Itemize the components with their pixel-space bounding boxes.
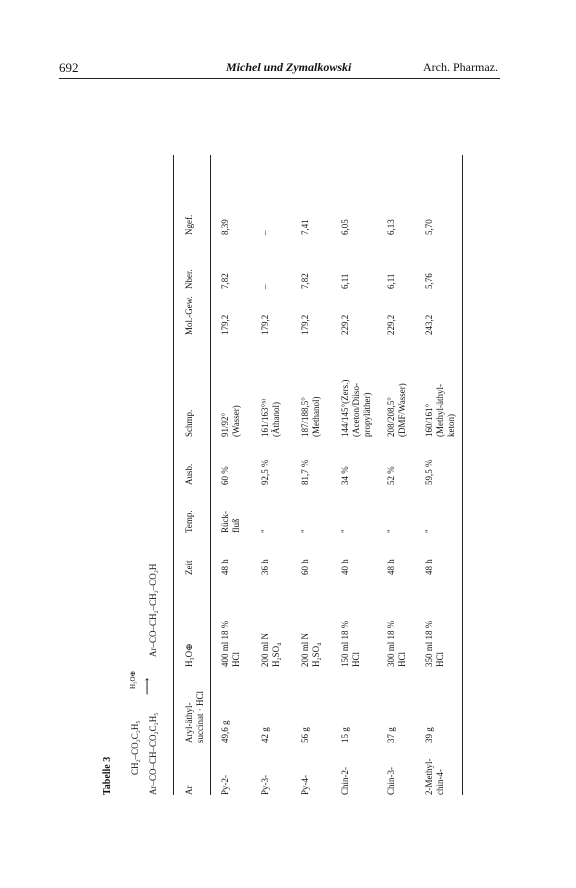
cell-zeit: 60 h <box>300 559 310 575</box>
reagent-label: H₃O⊕ <box>129 670 137 689</box>
cell-h3o2: HCl <box>231 651 241 667</box>
cell-nber: 6,11 <box>340 273 350 289</box>
cell-schmp2: (Methyl-äthyl- <box>435 384 445 437</box>
cell-ester: 37 g <box>386 727 396 743</box>
cell-ngef: 8,39 <box>220 219 230 235</box>
cell-temp2: fluß <box>231 518 241 533</box>
cell-schmp1: 208/208,5° <box>386 397 396 437</box>
cell-ester: 56 g <box>300 727 310 743</box>
cell-nber: 7,82 <box>220 273 230 289</box>
cell-temp1: " <box>386 529 396 533</box>
cell-molgew: 179,2 <box>220 314 230 335</box>
cell-ausb: 81,7 % <box>300 459 310 485</box>
cell-ausb: 60 % <box>220 466 230 485</box>
cell-schmp2: (Methanol) <box>311 396 321 437</box>
cell-h3o1: 350 ml 18 % <box>424 620 434 667</box>
cell-schmp2: (Wasser) <box>231 405 241 437</box>
journal-name: Arch. Pharmaz. <box>423 60 498 74</box>
cell-zeit: 36 h <box>260 559 270 575</box>
cell-ar2: chin-4- <box>435 769 445 795</box>
cell-h3o1: 150 ml 18 % <box>340 620 350 667</box>
cell-ar: 2-Methyl- <box>424 758 434 795</box>
cell-molgew: 243,2 <box>424 314 434 335</box>
reactant-bottom: Ar–CO–CH–CO₂C₂H₅ <box>148 712 158 795</box>
cell-ar: Chin-3- <box>386 767 396 795</box>
cell-zeit: 48 h <box>386 559 396 575</box>
cell-ar: Py-3- <box>260 775 270 795</box>
table-top-rule <box>173 155 174 795</box>
page-number: 692 <box>59 60 79 75</box>
cell-h3o2: HCl <box>351 651 361 667</box>
col-molgew: Mol.-Gew. <box>184 296 194 335</box>
cell-h3o1: 300 ml 18 % <box>386 620 396 667</box>
col-schmp: Schmp. <box>184 409 194 437</box>
col-zeit: Zeit <box>184 560 194 575</box>
cell-ngef: 7,41 <box>300 219 310 235</box>
cell-h3o1: 400 ml 18 % <box>220 620 230 667</box>
cell-temp1: " <box>300 529 310 533</box>
cell-schmp1: 91/92° <box>220 412 230 437</box>
cell-h3o2: HCl <box>435 651 445 667</box>
cell-zeit: 48 h <box>220 559 230 575</box>
cell-nber: 6,11 <box>386 273 396 289</box>
col-nber: Nber. <box>184 269 194 289</box>
cell-h3o2: HCl <box>397 651 407 667</box>
cell-temp1: " <box>340 529 350 533</box>
col-h3o: H₃O⊕ <box>184 643 194 667</box>
col-ngef: Ngef. <box>184 214 194 235</box>
cell-zeit: 40 h <box>340 559 350 575</box>
cell-schmp1: 144/145°(Zers.) <box>340 379 350 437</box>
cell-schmp2: (Aceton/Diiso- <box>351 383 361 437</box>
cell-ausb: 52 % <box>386 466 396 485</box>
cell-molgew: 229,2 <box>386 314 396 335</box>
cell-h3o2: H₂SO₄ <box>271 642 281 667</box>
product-formula: Ar–CO–CH₂–CH₂–CO₂H <box>148 563 158 657</box>
cell-ausb: 92,5 % <box>260 459 270 485</box>
col-ester-l1: Aryl-äthyl- <box>184 702 194 743</box>
cell-schmp3: keton) <box>446 414 456 437</box>
cell-temp1: " <box>260 529 270 533</box>
cell-ngef: 6,13 <box>386 219 396 235</box>
cell-ester: 49,6 g <box>220 720 230 743</box>
reaction-arrow: ⟶ <box>140 677 154 695</box>
col-ar: Ar <box>184 785 194 795</box>
cell-molgew: 179,2 <box>260 314 270 335</box>
table-caption: Tabelle 3 <box>102 756 113 795</box>
cell-schmp3: propyläther) <box>362 392 372 437</box>
cell-schmp2: (DMF/Wasser) <box>397 383 407 437</box>
cell-ausb: 59,5 % <box>424 459 434 485</box>
cell-molgew: 179,2 <box>300 314 310 335</box>
cell-ester: 39 g <box>424 727 434 743</box>
cell-ngef: – <box>260 230 270 235</box>
cell-h3o2: H₂SO₄ <box>311 642 321 667</box>
cell-ar: Chin-2- <box>340 767 350 795</box>
cell-ausb: 34 % <box>340 466 350 485</box>
col-temp: Temp. <box>184 510 194 533</box>
cell-ester: 42 g <box>260 727 270 743</box>
cell-temp1: Rück- <box>220 511 230 533</box>
cell-schmp1: 187/188,5° <box>300 397 310 437</box>
header-rule <box>59 78 500 79</box>
cell-zeit: 48 h <box>424 559 434 575</box>
cell-ester: 15 g <box>340 727 350 743</box>
col-ester-l2: succinat · HCl <box>195 691 205 743</box>
cell-ar: Py-4- <box>300 775 310 795</box>
table-bottom-rule <box>462 155 463 795</box>
cell-temp1: " <box>424 529 434 533</box>
table-header-rule <box>210 155 211 795</box>
rotated-table <box>90 155 470 795</box>
running-authors: Michel und Zymalkowski <box>226 60 352 74</box>
cell-h3o1: 200 ml N <box>300 632 310 667</box>
cell-nber: 5,76 <box>424 273 434 289</box>
cell-nber: 7,82 <box>300 273 310 289</box>
cell-ar: Py-2- <box>220 775 230 795</box>
cell-schmp1: 160/161° <box>424 403 434 437</box>
col-ausb: Ausb. <box>184 463 194 485</box>
cell-nber: – <box>260 284 270 289</box>
cell-schmp1: 161/163°⁵⁾ <box>260 398 270 437</box>
cell-h3o1: 200 ml N <box>260 632 270 667</box>
reactant-top: CH₂–CO₂C₂H₅ <box>130 720 140 775</box>
cell-molgew: 229,2 <box>340 314 350 335</box>
cell-ngef: 5,70 <box>424 219 434 235</box>
cell-ngef: 6,05 <box>340 219 350 235</box>
cell-schmp2: (Äthanol) <box>271 402 281 437</box>
